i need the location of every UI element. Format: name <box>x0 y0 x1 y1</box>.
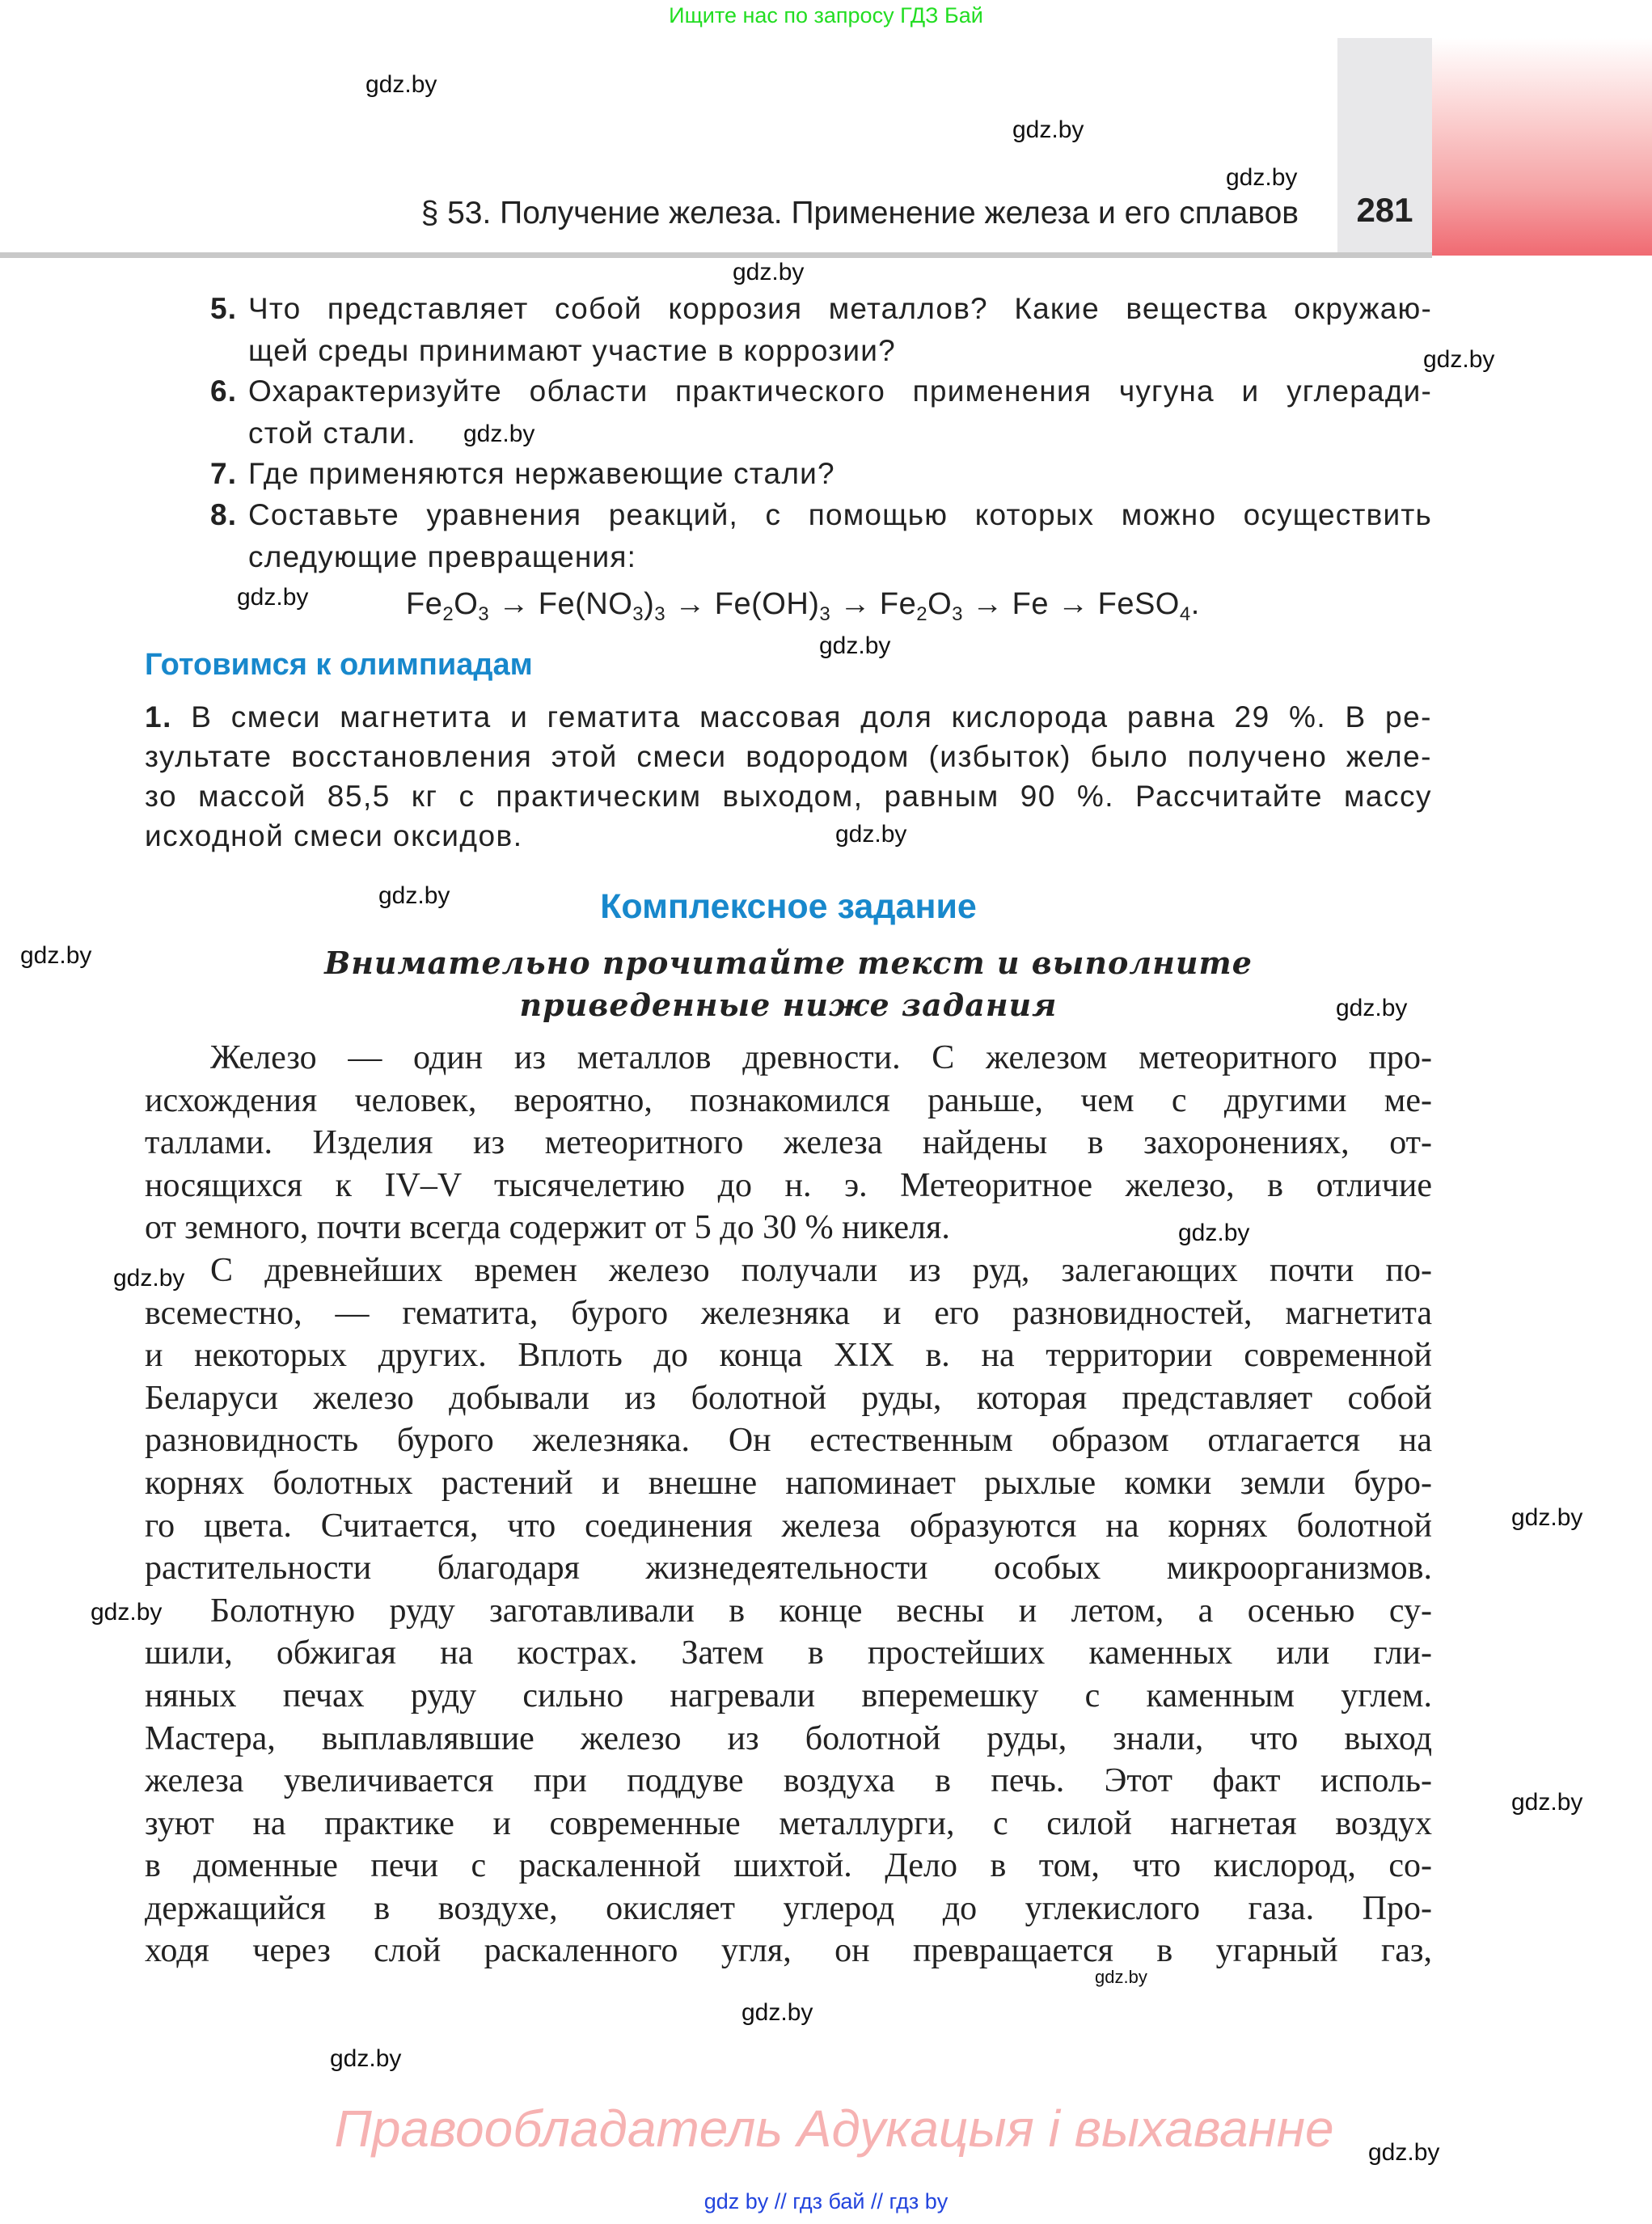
question-text-line: Что представляет собой коррозия металлов? Какие вещества окружаю- <box>248 292 1432 325</box>
formula-subscript: 3 <box>654 603 666 625</box>
watermark: gdz.by <box>1012 116 1084 143</box>
page-number: 281 <box>1356 191 1413 229</box>
formula-text: . <box>1190 587 1200 621</box>
paragraph-line: в доменные печи с раскаленной шихтой. Дело в том, что кислород, со- <box>145 1847 1432 1885</box>
question-item <box>210 453 1432 495</box>
formula-subscript: 3 <box>952 603 964 625</box>
question-text-line: стой стали. <box>248 416 416 450</box>
olympiad-text-line: зультате восстановления этой смеси водородом (избыток) было получено желе- <box>145 740 1432 773</box>
reading-text <box>145 1037 1432 1972</box>
watermark: gdz.by <box>365 71 437 98</box>
paragraph-line: исхождения человек, вероятно, познакомился раньше, чем с другими ме- <box>145 1081 1432 1119</box>
paragraph-line: носящихся к IV–V тысячелетию до н. э. Метеоритное железо, в отличие <box>145 1166 1432 1204</box>
olympiad-task <box>145 697 1432 856</box>
formula-text: O <box>927 587 953 621</box>
question-text-line: следующие превращения: <box>248 539 637 573</box>
bottom-site-links[interactable]: gdz by // гдз бай // гдз by <box>703 2189 949 2213</box>
formula-text: → Fe <box>830 587 917 621</box>
question-text-line: Составьте уравнения реакций, с помощью которых можно осуществить <box>248 498 1432 531</box>
rights-holder-notice: Правообладатель Адукацыя і выхаванне <box>334 2099 1334 2158</box>
paragraph-line: Железо — один из металлов древности. С железом метеоритного про- <box>210 1039 1432 1076</box>
olympiad-heading: Готовимся к олимпиадам <box>145 648 533 682</box>
paragraph-line: корнях болотных растений и внешне напоминает рыхлые комки земли буро- <box>145 1464 1432 1502</box>
question-text-line: Охарактеризуйте области практического применения чугуна и углеради- <box>248 374 1432 408</box>
paragraph-line: Мастера, выплавлявшие железо из болотной руды, знали, что выход <box>145 1719 1432 1757</box>
question-number: 8. <box>210 498 238 531</box>
question-number: 6. <box>210 374 238 408</box>
formula-text: O <box>454 587 479 621</box>
formula-subscript: 3 <box>819 603 831 625</box>
paragraph-line: от земного, почти всегда содержит от 5 до 30 % никеля. <box>145 1209 950 1247</box>
question-item <box>210 494 1432 577</box>
formula-text: ) <box>644 587 655 621</box>
question-text-line: щей среды принимают участие в коррозии? <box>248 333 896 367</box>
formula-subscript: 2 <box>916 603 928 625</box>
olympiad-text: В смеси магнетита и гематита массовая доля кислорода равна 29 %. В ре- <box>191 700 1432 734</box>
formula-text: Fe <box>406 587 443 621</box>
watermark: gdz.by <box>1095 1967 1147 1987</box>
page-corner-decoration <box>1432 38 1652 256</box>
search-hint-banner: Ищите нас по запросу ГДЗ Бай <box>669 3 983 27</box>
header-divider <box>0 252 1432 258</box>
paragraph-line: и некоторых других. Вплоть до конца XIX в. на территории современной <box>145 1337 1432 1375</box>
paragraph-line: растительности благодаря жизнедеятельности особых микроорганизмов. <box>145 1550 1432 1588</box>
formula-text: → Fe → FeSO <box>963 587 1180 621</box>
question-number: 5. <box>210 292 238 325</box>
question-text-line: Где применяются нержавеющие стали? <box>248 457 835 490</box>
section-title: § 53. Получение железа. Применение железа и его сплавов <box>420 196 1299 230</box>
paragraph-line: держащийся в воздухе, окисляет углерод до углекислого газа. Про- <box>145 1889 1432 1927</box>
watermark: gdz.by <box>733 259 805 285</box>
formula-subscript: 4 <box>1179 603 1191 625</box>
paragraph-line: го цвета. Считается, что соединения железа образуются на корнях болотной <box>145 1507 1432 1545</box>
paragraph-line: Беларуси железо добывали из болотной руды, которая представляет собой <box>145 1379 1432 1417</box>
question-item <box>210 288 1432 371</box>
paragraph-line: Болотную руду заготавливали в конце весны и летом, а осенью су- <box>210 1592 1432 1630</box>
formula-text: → Fe(OH) <box>665 587 820 621</box>
instruction-line: Внимательно прочитайте текст и выполните <box>324 945 1253 981</box>
paragraph-line: шили, обжигая на кострах. Затем в простейших каменных или гли- <box>145 1634 1432 1672</box>
watermark: gdz.by <box>1226 164 1298 191</box>
watermark: gdz.by <box>378 882 450 909</box>
watermark: gdz.by <box>20 942 92 969</box>
paragraph-line: ходя через слой раскаленного угля, он превращается в угарный газ, <box>145 1932 1432 1970</box>
watermark: gdz.by <box>1511 1504 1583 1531</box>
question-item <box>210 370 1432 454</box>
watermark: gdz.by <box>463 421 535 447</box>
reaction-chain-formula <box>406 587 1200 626</box>
watermark: gdz.by <box>1178 1220 1250 1246</box>
watermark: gdz.by <box>1511 1789 1583 1816</box>
watermark: gdz.by <box>237 584 309 611</box>
formula-subscript: 2 <box>442 603 454 625</box>
instruction-line: приведенные ниже задания <box>519 987 1058 1023</box>
formula-subscript: 3 <box>632 603 644 625</box>
paragraph-line: няных печах руду сильно нагревали вперемешку с каменным углем. <box>145 1676 1432 1715</box>
complex-task-heading: Комплексное задание <box>600 887 977 926</box>
formula-text: → Fe(NO <box>489 587 633 621</box>
paragraph-line: железа увеличивается при поддуве воздуха в печь. Этот факт исполь- <box>145 1762 1432 1800</box>
watermark: gdz.by <box>819 632 891 659</box>
olympiad-text-line: зо массой 85,5 кг с практическим выходом, равным 90 %. Рассчитайте массу <box>145 780 1432 813</box>
olympiad-text-line: исходной смеси оксидов. <box>145 819 523 852</box>
watermark: gdz.by <box>835 821 907 848</box>
watermark: gdz.by <box>113 1265 185 1292</box>
paragraph-line: разновидность бурого железняка. Он естественным образом отлагается на <box>145 1422 1432 1460</box>
formula-subscript: 3 <box>478 603 490 625</box>
paragraph-line: зуют на практике и современные металлурги, с силой нагнетая воздух <box>145 1804 1432 1842</box>
watermark: gdz.by <box>330 2045 402 2072</box>
paragraph-line: всеместно, — гематита, бурого железняка и его разновидностей, магнетита <box>145 1294 1432 1332</box>
watermark: gdz.by <box>91 1599 163 1626</box>
paragraph-line: С древнейших времен железо получали из руд, залегающих почти по- <box>210 1251 1432 1289</box>
paragraph-line: таллами. Изделия из метеоритного железа найдены в захоронениях, от- <box>145 1124 1432 1162</box>
watermark: gdz.by <box>1368 2139 1440 2166</box>
watermark: gdz.by <box>741 1999 813 2026</box>
olympiad-task-number: 1. <box>145 700 172 734</box>
watermark: gdz.by <box>1336 995 1408 1021</box>
olympiad-text-line <box>145 697 1432 737</box>
watermark: gdz.by <box>1423 346 1495 373</box>
question-number: 7. <box>210 457 238 490</box>
